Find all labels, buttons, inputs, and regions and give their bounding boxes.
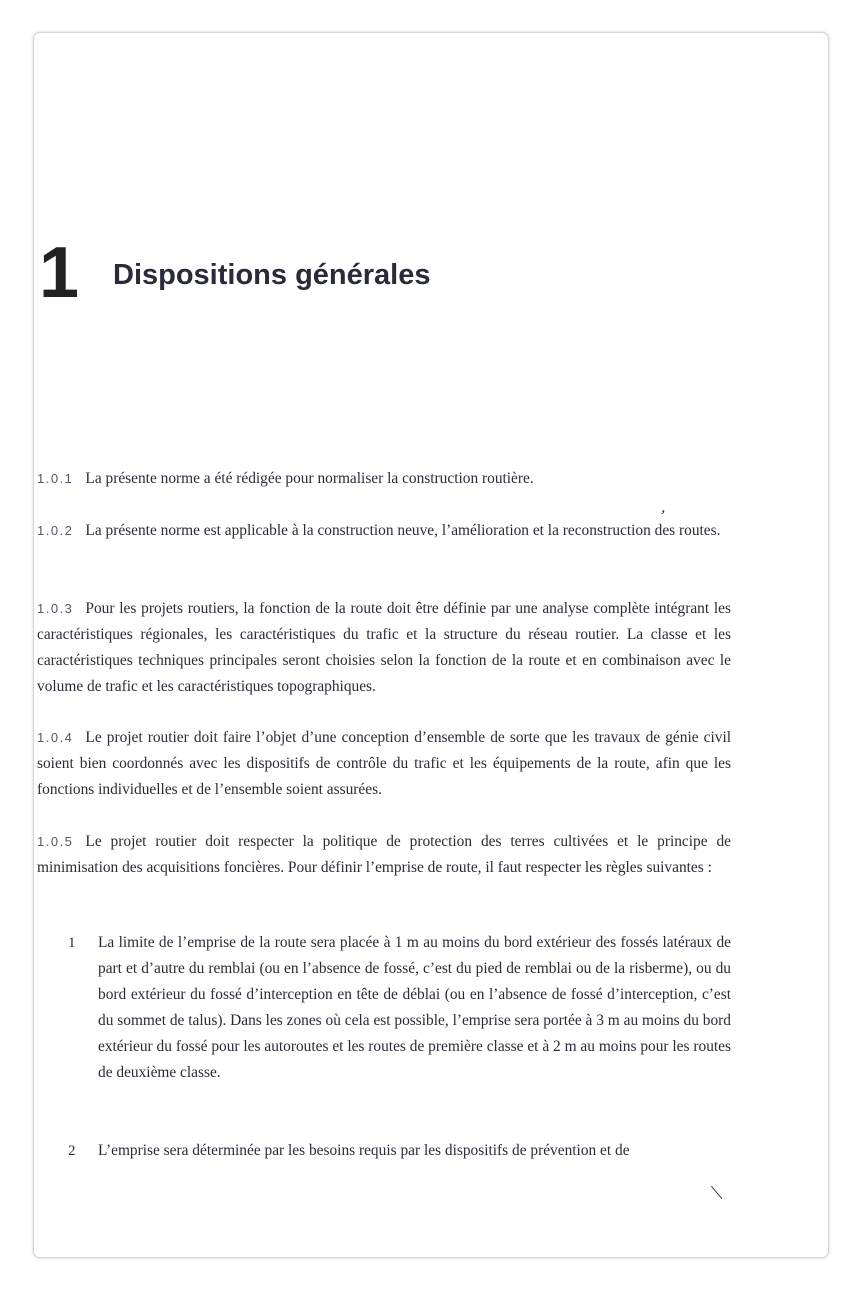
paragraph-1-0-3 [37, 596, 731, 700]
chapter-title: Dispositions générales [113, 259, 431, 291]
paragraph-1-0-5 [37, 829, 731, 881]
list-item-2 [68, 1138, 731, 1164]
pen-mark: , [660, 498, 668, 517]
list-item-number: 1 [68, 935, 76, 951]
paragraph-1-0-1 [37, 466, 731, 492]
list-item-text: L’emprise sera déterminée par les besoins requis par les dispositifs de prévention et de [98, 1142, 630, 1159]
document-page [33, 32, 829, 1258]
list-item-text: La limite de l’emprise de la route sera placée à 1 m au moins du bord extérieur des fossés latéraux de part et d’autre du remblai (ou en l’absence de fossé, c’est du pied de remblai ou de la risberme), ou du bord extérieur du fossé d’interception en tête de déblai (ou en l’absence de fossé d’interception, c’est du sommet de talus). Dans les zones où cela est possible, l’emprise sera portée à 3 m au moins du bord extérieur du fossé pour les autoroutes et les routes de première classe et à 2 m au moins pour les routes de deuxième classe. [98, 934, 731, 1082]
chapter-number: 1 [39, 233, 78, 313]
paragraph-number: 1.0.2 [37, 523, 74, 538]
paragraph-text: Le projet routier doit faire l’objet d’une conception d’ensemble de sorte que les travaux de génie civil soient bien coordonnés avec les dispositifs de contrôle du trafic et les équipements de la route, afin que les fonctions individuelles et de l’ensemble soient assurées. [37, 729, 731, 798]
paragraph-text: Pour les projets routiers, la fonction de la route doit être définie par une analyse complète intégrant les caractéristiques régionales, les caractéristiques du trafic et la structure du réseau routier. La classe et les caractéristiques techniques principales seront choisies selon la fonction de la route et en combinaison avec le volume de trafic et les caractéristiques topographiques. [37, 600, 731, 695]
list-item-number: 2 [68, 1143, 76, 1159]
paragraph-number: 1.0.3 [37, 601, 74, 616]
list-item-1 [68, 930, 731, 1087]
pen-mark: | [707, 1182, 724, 1200]
paragraph-number: 1.0.5 [37, 834, 74, 849]
paragraph-1-0-2 [37, 518, 731, 544]
paragraph-number: 1.0.1 [37, 471, 74, 486]
paragraph-1-0-4 [37, 725, 731, 803]
paragraph-text: Le projet routier doit respecter la politique de protection des terres cultivées et le principe de minimisation des acquisitions foncières. Pour définir l’emprise de route, il faut respecter les règles suivantes : [37, 833, 731, 876]
paragraph-text: La présente norme a été rédigée pour normaliser la construction routière. [85, 470, 534, 487]
paragraph-number: 1.0.4 [37, 730, 74, 745]
paragraph-text: La présente norme est applicable à la construction neuve, l’amélioration et la reconstruction des routes. [85, 522, 721, 539]
